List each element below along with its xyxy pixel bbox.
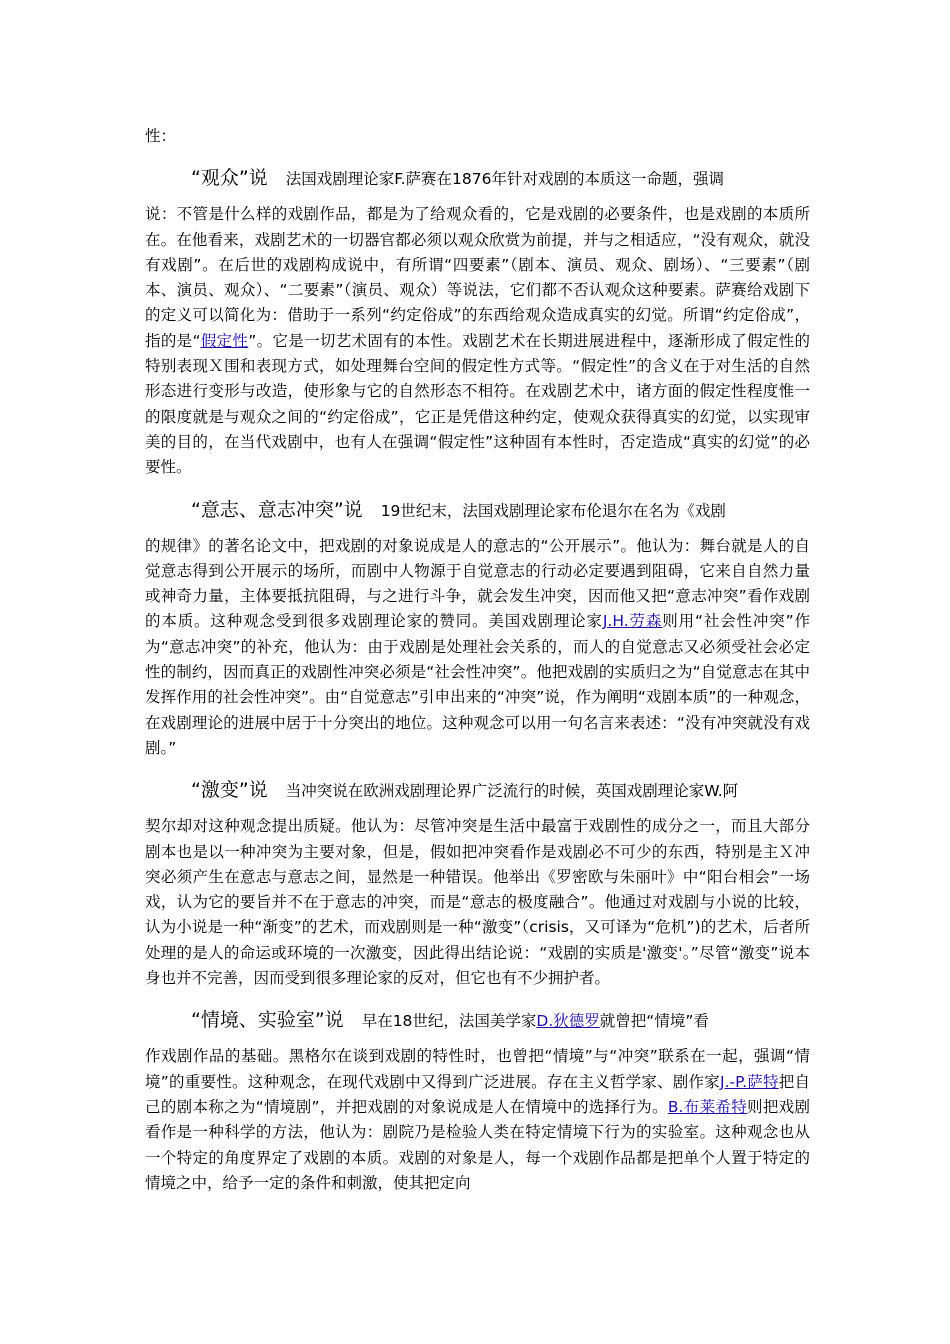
section-crisis-heading-line <box>145 775 810 806</box>
section-audience-body <box>145 202 810 480</box>
section-lead: 19世纪末，法国戏剧理论家布伦退尔在名为《戏剧 <box>380 501 726 520</box>
body-text: 则把戏剧看作是一种科学的方法，他认为：剧院乃是检验人类在特定情境下行为的实验室。这种观念也从一个特定的角度界定了戏剧的本质。戏剧的对象是人，每一个戏剧作品都是把单个人置于特定的情境之中，给予一定的条件和刺激，使其把定向 <box>145 1097 811 1192</box>
link-brecht[interactable]: B.布莱希特 <box>667 1097 748 1116</box>
link-lawson[interactable]: J.H.劳森 <box>602 612 663 631</box>
section-lead: 就曾把“情境”看 <box>599 1012 709 1031</box>
body-text: 则用“社会性冲突”作为“意志冲突”的补充，他认为：由于戏剧是处理社会关系的，而人的自觉意志又必须受社会必定性的制约，因而真正的戏剧性冲突必须是“社会性冲突”。他把戏剧的实质归之为“自觉意志在其中发挥作用的社会性冲突”。由“自觉意志”引申出来的“冲突”说，作为阐明“戏剧本质”的一种观念，在戏剧理论的进展中居于十分突出的地位。这种观念可以用一句名言来表述：“没有冲突就没有戏剧。” <box>145 612 811 757</box>
body-text: 的规律》的著名论文中，把戏剧的对象说成是人的意志的“公开展示”。他认为：舞台就是人的自觉意志得到公开展示的场所，而剧中人物源于自觉意志的行动必定要遇到阻碍，它来自自然力量或神奇力量，主体要抵抗阻碍，与之进行斗争，就会发生冲突，因而他又把“意志冲突”看作戏剧的本质。这种观念受到很多戏剧理论家的赞同。美国戏剧理论家 <box>145 536 810 631</box>
body-text: 作戏剧作品的基础。黑格尔在谈到戏剧的特性时，也曾把“情境”与“冲突”联系在一起，强调“情境”的重要性。这种观念，在现代戏剧中又得到广泛进展。存在主义哲学家、剧作家 <box>145 1047 810 1091</box>
link-diderot[interactable]: D.狄德罗 <box>536 1012 600 1031</box>
intro-line: 性： <box>145 127 177 145</box>
section-heading: “意志、意志冲突”说 <box>191 498 363 521</box>
section-heading: “激变”说 <box>191 779 268 802</box>
section-crisis-body: 契尔却对这种观念提出质疑。他认为：尽管冲突是生活中最富于戏剧性的成分之一，而且大部分剧本也是以一种冲突为主要对象，但是，假如把冲突看作是戏剧必不可少的东西，特别是主Ｘ冲突必须产生在意志与意志之间，显然是一种错误。他举出《罗密欧与朱丽叶》中“阳台相会”一场戏，认为它的要旨并不在于意志的冲突，而是“意志的极度融合”。他通过对戏剧与小说的比较，认为小说是一种“渐变”的艺术，而戏剧则是一种“激变”（crisis，又可译为“危机”)的艺术，后者所处理的是人的命运或环境的一次激变，因此得出结论说：“戏剧的实质是'激变'。”尽管“激变”说本身也并不完善，因而受到很多理论家的反对，但它也有不少拥护者。 <box>145 817 810 988</box>
section-lead: 当冲突说在欧洲戏剧理论界广泛流行的时候，英国戏剧理论家W.阿 <box>285 782 739 801</box>
body-text: ”。它是一切艺术固有的本性。戏剧艺术在长期进展进程中，逐渐形成了假定性的特别表现Ｘ围和表现方式，如处理舞台空间的假定性方式等。“假定性”的含义在于对生活的自然形态进行变形与改造，使形象与它的自然形态不相符。在戏剧艺术中，诸方面的假定性程度惟一的限度就是与观众之间的“约定俗成”，它正是凭借这种约定，使观众获得真实的幻觉，以实现审美的目的，在当代戏剧中，也有人在强调“假定性”这种固有本性时，否定造成“真实的幻觉”的必要性。 <box>145 331 810 477</box>
body-text: 把自己的剧本称之为“情境剧”，并把戏剧的对象说成是人在情境中的选择行为。 <box>145 1072 810 1116</box>
section-heading: “观众”说 <box>191 167 268 190</box>
section-situation-body <box>145 1044 810 1196</box>
link-sartre[interactable]: J.-P.萨特 <box>720 1072 779 1091</box>
section-audience-heading-line <box>145 163 810 194</box>
section-will-heading-line <box>145 495 810 526</box>
section-lead: 早在18世纪，法国美学家 <box>361 1012 537 1031</box>
section-will-body <box>145 534 810 762</box>
link-assumption[interactable]: 假定性 <box>200 331 249 350</box>
section-heading: “情境、实验室”说 <box>191 1009 344 1032</box>
document-page <box>145 124 810 1196</box>
body-text: 说：不管是什么样的戏剧作品，都是为了给观众看的，它是戏剧的必要条件，也是戏剧的本质所在。在他看来，戏剧艺术的一切器官都必须以观众欣赏为前提，并与之相适应，“没有观众，就没有戏剧”。在后世的戏剧构成说中，有所谓“四要素”（剧本、演员、观众、剧场）、“三要素”（剧本、演员、观众）、“二要素”（演员、观众）等说法，它们都不否认观众这种要素。萨赛给戏剧下的定义可以简化为：借助于一系列“约定俗成”的东西给观众造成真实的幻觉。所谓“约定俗成”，指的是“ <box>145 205 810 350</box>
section-situation-heading-line <box>145 1005 810 1036</box>
section-lead: 法国戏剧理论家F.萨赛在1876年针对戏剧的本质这一命题，强调 <box>285 170 724 189</box>
